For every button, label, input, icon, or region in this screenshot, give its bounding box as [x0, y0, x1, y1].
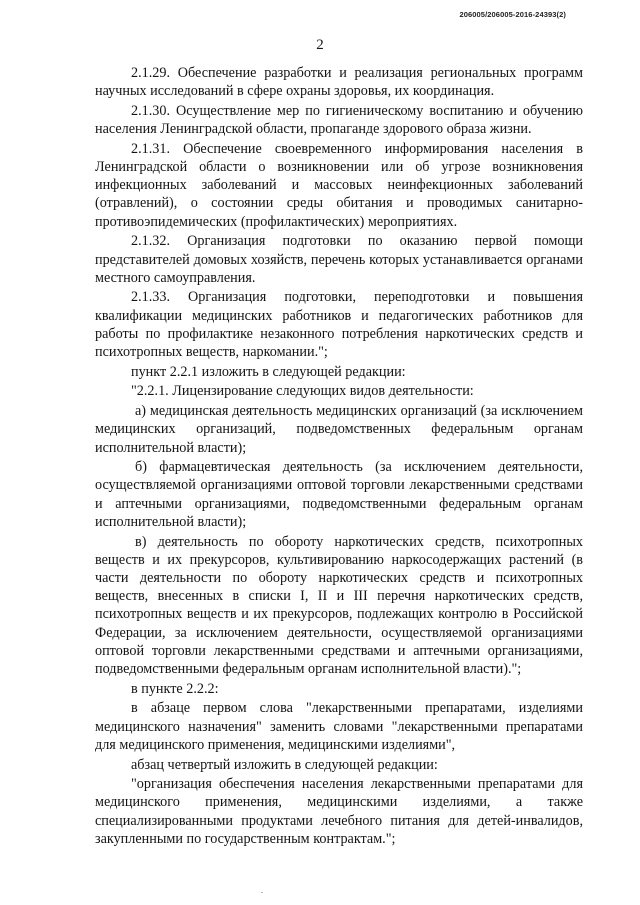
paragraph-2-1-29: 2.1.29. Обеспечение разработки и реализация региональных программ научных исследований в сфере охраны здоровья, их координация.: [95, 65, 583, 100]
paragraph-first-abzac: в абзаце первом слова "лекарственными препаратами, изделиями медицинского назначения" заменить словами "лекарственными препаратами для медицинского применения, медицинскими изделиями",: [95, 700, 583, 753]
paragraph-item-v: в) деятельность по обороту наркотических средств, психотропных веществ и их прекурсоров, культивированию наркосодержащих растений (в части деятельности по обороту наркотических средств и психотропных веществ, внесенных в списки I, II и III перечня наркотических средств, психотропных веществ и их прекурсоров, подлежащих контролю в Российской Федерации, за исключением деятельности, осуществляемой организациями оптовой торговли лекарственными средствами и аптечными организациями, подведомственными федеральным органам исполнительной власти).";: [95, 533, 583, 677]
paragraph-2-2-1: "2.2.1. Лицензирование следующих видов деятельности:: [131, 383, 474, 400]
paragraph-item-b: б) фармацевтическая деятельность (за исключением деятельности, осуществляемой организациями оптовой торговли лекарственными средствами и аптечными организациями, подведомственными федеральным органам исполнительной власти);: [95, 459, 583, 530]
scan-artifact: [261, 892, 263, 893]
paragraph-fourth-abzac-instruction: абзац четвертый изложить в следующей редакции:: [131, 756, 438, 773]
paragraph-2-1-32: 2.1.32. Организация подготовки по оказанию первой помощи представителей домовых хозяйств, перечень которых устанавливается органами местного самоуправления.: [95, 233, 583, 286]
paragraph-2-1-33: 2.1.33. Организация подготовки, переподготовки и повышения квалификации медицинских работников и педагогических работников для работы по профилактике незаконного потребления наркотических средств и психотропных веществ, наркомании.";: [95, 289, 583, 361]
paragraph-2-1-30: 2.1.30. Осуществление мер по гигиеническому воспитанию и обучению населения Ленинградской области, пропаганде здорового образа жизни.: [95, 102, 583, 138]
document-body: [95, 64, 583, 850]
paragraph-fourth-abzac-text: "организация обеспечения населения лекарственными препаратами для медицинского применения, медицинскими изделиями, а также специализированными продуктами лечебного питания для детей-инвалидов, закупленными по государственным контрактам.";: [95, 776, 583, 847]
paragraph-item-a: а) медицинская деятельность медицинских организаций (за исключением медицинских организаций, подведомственных федеральным органам исполнительной власти);: [95, 403, 583, 456]
page-number: 2: [316, 37, 324, 53]
paragraph-2-1-31: 2.1.31. Обеспечение своевременного информирования населения в Ленинградской области о возникновении или об угрозе возникновения инфекционных заболеваний и массовых неинфекционных заболеваний (отравлений), о состоянии среды обитания и проводимых санитарно-противоэпидемических (профилактических) мероприятиях.: [95, 140, 583, 230]
paragraph-instruction-2-2-2: в пункте 2.2.2:: [131, 680, 219, 697]
paragraph-instruction-2-2-1: пункт 2.2.1 изложить в следующей редакции:: [131, 363, 406, 380]
document-code: 206005/206005-2016-24393(2): [459, 10, 566, 19]
